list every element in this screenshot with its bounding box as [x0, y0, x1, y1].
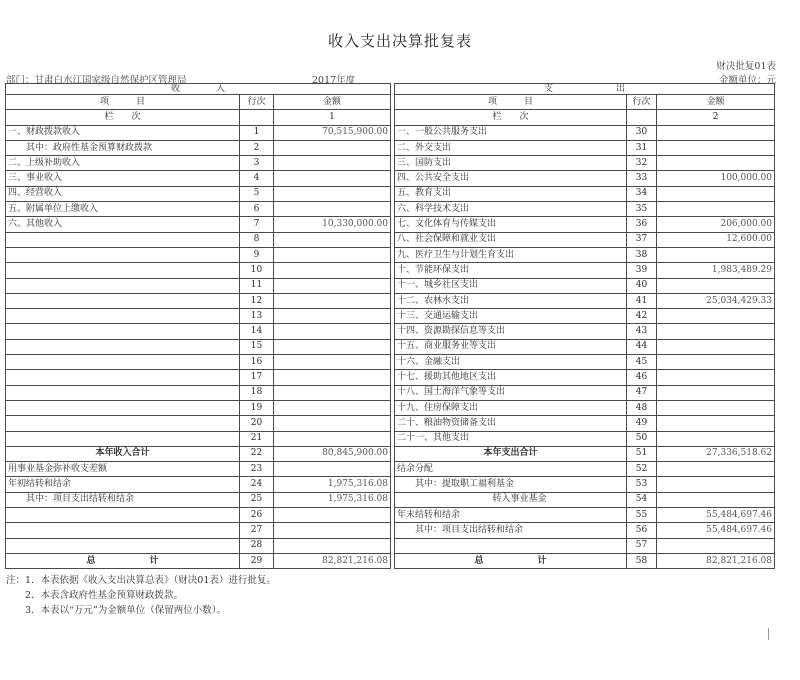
income-row-number: 28: [240, 538, 274, 553]
expense-row-number: 48: [627, 400, 657, 415]
income-column-number: 1: [274, 110, 391, 125]
table-row: [6, 431, 775, 446]
table-row: [6, 355, 775, 370]
income-item: 二、上级补助收入: [6, 156, 240, 171]
income-amount: [274, 400, 391, 415]
table-row: [6, 293, 775, 308]
expense-item: 八、社会保障和就业支出: [395, 232, 627, 247]
table-row: [6, 186, 775, 201]
income-amount: [274, 431, 391, 446]
income-row-number: 6: [240, 202, 274, 217]
income-row-number: 16: [240, 355, 274, 370]
expense-amount: [657, 385, 775, 400]
income-item: [6, 355, 240, 370]
income-amount: 82,821,216.08: [274, 553, 391, 568]
income-item: 其中：政府性基金预算财政拨款: [6, 140, 240, 155]
income-item: [6, 416, 240, 431]
table-row: [6, 263, 775, 278]
income-amount: [274, 523, 391, 538]
expense-row-number: 43: [627, 324, 657, 339]
expense-row-number: 30: [627, 125, 657, 140]
expense-row-number: 38: [627, 247, 657, 262]
table-row: [6, 217, 775, 232]
expense-amount: [657, 416, 775, 431]
income-row-number: 2: [240, 140, 274, 155]
income-row-number: 18: [240, 385, 274, 400]
income-rowno-header: 行次: [240, 95, 274, 110]
table-row: [6, 232, 775, 247]
income-row-number: 11: [240, 278, 274, 293]
income-row-number: 24: [240, 477, 274, 492]
column-index-row: [6, 110, 775, 125]
income-row-number: 22: [240, 446, 274, 461]
expense-row-number: 56: [627, 523, 657, 538]
income-item: [6, 339, 240, 354]
expense-amount: [657, 477, 775, 492]
unit-label: 金额单位：元: [718, 75, 776, 86]
income-section-header: 收 入: [6, 84, 391, 95]
income-row-number: 5: [240, 186, 274, 201]
table-row: [6, 309, 775, 324]
expense-item: 结余分配: [395, 462, 627, 477]
expense-amount: 1,983,489.29: [657, 263, 775, 278]
income-amount: [274, 278, 391, 293]
expense-amount: [657, 431, 775, 446]
footnote-1: 注：1．本表依据《收入支出决算总表》（财决01表）进行批复。: [6, 575, 276, 586]
expense-item: 十一、城乡社区支出: [395, 278, 627, 293]
section-header-row: [6, 84, 775, 95]
expense-amount: [657, 324, 775, 339]
expense-amount: 12,600.00: [657, 232, 775, 247]
expense-item: 其中：提取职工福利基金: [395, 477, 627, 492]
budget-table: [5, 83, 775, 569]
income-row-number: 25: [240, 492, 274, 507]
expense-amount: [657, 538, 775, 553]
income-item: [6, 538, 240, 553]
expense-lanci-blank: [627, 110, 657, 125]
income-amount: [274, 370, 391, 385]
expense-row-number: 33: [627, 171, 657, 186]
expense-item: 十九、住房保障支出: [395, 400, 627, 415]
income-row-number: 20: [240, 416, 274, 431]
footnote-2: 2．本表含政府性基金预算财政拨款。: [25, 590, 184, 601]
income-item: 六、其他收入: [6, 217, 240, 232]
expense-amount: 55,484,697.46: [657, 523, 775, 538]
expense-row-number: 41: [627, 293, 657, 308]
expense-item-header: 项 目: [395, 95, 627, 110]
income-amount: [274, 508, 391, 523]
income-amount: [274, 309, 391, 324]
income-item-header: 项 目: [6, 95, 240, 110]
income-item: [6, 293, 240, 308]
footnote-3: 3．本表以“万元”为金额单位（保留两位小数）。: [25, 605, 227, 616]
income-row-number: 17: [240, 370, 274, 385]
expense-row-number: 39: [627, 263, 657, 278]
income-item: [6, 400, 240, 415]
income-row-number: 27: [240, 523, 274, 538]
expense-amount: [657, 370, 775, 385]
expense-item: 九、医疗卫生与计划生育支出: [395, 247, 627, 262]
expense-row-number: 57: [627, 538, 657, 553]
expense-row-number: 42: [627, 309, 657, 324]
expense-amount: [657, 309, 775, 324]
expense-item: 本年支出合计: [395, 446, 627, 461]
income-item: 年初结转和结余: [6, 477, 240, 492]
table-row: [6, 508, 775, 523]
expense-amount: [657, 339, 775, 354]
expense-item: 二、外交支出: [395, 140, 627, 155]
income-amount: [274, 355, 391, 370]
table-row: [6, 140, 775, 155]
income-amount: [274, 339, 391, 354]
expense-row-number: 46: [627, 370, 657, 385]
expense-lanci-label: 栏 次: [395, 110, 627, 125]
income-amount: [274, 202, 391, 217]
expense-item: 四、公共安全支出: [395, 171, 627, 186]
expense-amount-header: 金额: [657, 95, 775, 110]
income-row-number: 14: [240, 324, 274, 339]
expense-item: 十六、金融支出: [395, 355, 627, 370]
expense-row-number: 55: [627, 508, 657, 523]
expense-row-number: 49: [627, 416, 657, 431]
expense-row-number: 52: [627, 462, 657, 477]
income-amount: [274, 186, 391, 201]
expense-row-number: 40: [627, 278, 657, 293]
income-amount: [274, 263, 391, 278]
expense-row-number: 50: [627, 431, 657, 446]
expense-row-number: 45: [627, 355, 657, 370]
expense-item: 六、科学技术支出: [395, 202, 627, 217]
expense-amount: 206,000.00: [657, 217, 775, 232]
income-item: [6, 523, 240, 538]
expense-amount: [657, 492, 775, 507]
income-row-number: 1: [240, 125, 274, 140]
income-row-number: 9: [240, 247, 274, 262]
income-amount: [274, 171, 391, 186]
expense-item: [395, 538, 627, 553]
expense-amount: [657, 355, 775, 370]
expense-item: 其中：项目支出结转和结余: [395, 523, 627, 538]
income-item: 五、附属单位上缴收入: [6, 202, 240, 217]
expense-item: 转入事业基金: [395, 492, 627, 507]
expense-row-number: 34: [627, 186, 657, 201]
expense-row-number: 51: [627, 446, 657, 461]
expense-item: 十五、商业服务业等支出: [395, 339, 627, 354]
expense-amount: [657, 125, 775, 140]
income-item: 三、事业收入: [6, 171, 240, 186]
income-amount: [274, 156, 391, 171]
income-item: 其中：项目支出结转和结余: [6, 492, 240, 507]
expense-amount: 55,484,697.46: [657, 508, 775, 523]
table-row: [6, 125, 775, 140]
expense-amount: [657, 140, 775, 155]
income-row-number: 12: [240, 293, 274, 308]
expense-row-number: 53: [627, 477, 657, 492]
income-item: 总 计: [6, 553, 240, 568]
income-amount: [274, 293, 391, 308]
expense-row-number: 58: [627, 553, 657, 568]
income-row-number: 4: [240, 171, 274, 186]
expense-row-number: 47: [627, 385, 657, 400]
expense-rowno-header: 行次: [627, 95, 657, 110]
table-row: [6, 446, 775, 461]
income-amount: [274, 385, 391, 400]
column-header-row: [6, 95, 775, 110]
income-row-number: 3: [240, 156, 274, 171]
table-row: [6, 385, 775, 400]
income-item: [6, 385, 240, 400]
table-row: [6, 523, 775, 538]
income-amount: [274, 324, 391, 339]
income-amount: [274, 462, 391, 477]
expense-item: 一、一般公共服务支出: [395, 125, 627, 140]
table-row: [6, 477, 775, 492]
page-title: 收入支出决算批复表: [327, 32, 472, 50]
expense-item: 七、文化体育与传媒支出: [395, 217, 627, 232]
income-item: 一、财政拨款收入: [6, 125, 240, 140]
income-row-number: 15: [240, 339, 274, 354]
income-item: [6, 309, 240, 324]
expense-amount: [657, 156, 775, 171]
table-row: [6, 171, 775, 186]
expense-amount: [657, 462, 775, 477]
expense-row-number: 37: [627, 232, 657, 247]
scan-mark: [768, 628, 769, 640]
table-row: [6, 553, 775, 568]
table-row: [6, 278, 775, 293]
income-item: 本年收入合计: [6, 446, 240, 461]
income-lanci-label: 栏 次: [6, 110, 240, 125]
expense-item: 年末结转和结余: [395, 508, 627, 523]
expense-amount: [657, 278, 775, 293]
income-item: [6, 232, 240, 247]
income-row-number: 23: [240, 462, 274, 477]
expense-item: 总 计: [395, 553, 627, 568]
table-row: [6, 492, 775, 507]
table-row: [6, 156, 775, 171]
table-row: [6, 538, 775, 553]
table-row: [6, 202, 775, 217]
income-item: [6, 370, 240, 385]
expense-amount: [657, 202, 775, 217]
income-row-number: 10: [240, 263, 274, 278]
income-item: [6, 431, 240, 446]
expense-amount: 100,000.00: [657, 171, 775, 186]
table-row: [6, 324, 775, 339]
income-item: [6, 247, 240, 262]
income-amount: 1,975,316.08: [274, 492, 391, 507]
income-amount: [274, 416, 391, 431]
table-row: [6, 339, 775, 354]
form-code: 财决批复01表: [716, 61, 776, 72]
expense-row-number: 35: [627, 202, 657, 217]
income-row-number: 13: [240, 309, 274, 324]
expense-amount: 27,336,518.62: [657, 446, 775, 461]
income-row-number: 7: [240, 217, 274, 232]
expense-amount: [657, 247, 775, 262]
income-amount: [274, 538, 391, 553]
department-label: 部门：甘肃白水江国家级自然保护区管理局: [6, 75, 187, 86]
income-item: [6, 278, 240, 293]
expense-row-number: 32: [627, 156, 657, 171]
expense-row-number: 36: [627, 217, 657, 232]
footnotes: [6, 573, 706, 618]
income-row-number: 26: [240, 508, 274, 523]
income-amount: [274, 247, 391, 262]
expense-amount: [657, 400, 775, 415]
expense-row-number: 31: [627, 140, 657, 155]
expense-item: 十三、交通运输支出: [395, 309, 627, 324]
income-item: [6, 263, 240, 278]
income-row-number: 8: [240, 232, 274, 247]
income-amount: 80,845,900.00: [274, 446, 391, 461]
expense-item: 五、教育支出: [395, 186, 627, 201]
table-row: [6, 370, 775, 385]
expense-item: 十二、农林水支出: [395, 293, 627, 308]
table-row: [6, 247, 775, 262]
expense-item: 十七、援助其他地区支出: [395, 370, 627, 385]
expense-item: 三、国防支出: [395, 156, 627, 171]
income-amount: [274, 140, 391, 155]
expense-amount: 82,821,216.08: [657, 553, 775, 568]
income-item: 用事业基金弥补收支差额: [6, 462, 240, 477]
income-row-number: 21: [240, 431, 274, 446]
table-row: [6, 462, 775, 477]
expense-amount: [657, 186, 775, 201]
income-amount: 70,515,900.00: [274, 125, 391, 140]
income-item: [6, 324, 240, 339]
income-lanci-blank: [240, 110, 274, 125]
income-item: [6, 508, 240, 523]
expense-row-number: 44: [627, 339, 657, 354]
expense-item: 二十、粮油物资储备支出: [395, 416, 627, 431]
expense-row-number: 54: [627, 492, 657, 507]
expense-item: 二十一、其他支出: [395, 431, 627, 446]
income-row-number: 19: [240, 400, 274, 415]
table-row: [6, 416, 775, 431]
income-amount: [274, 232, 391, 247]
expense-item: 十八、国土海洋气象等支出: [395, 385, 627, 400]
expense-item: 十四、资源勘探信息等支出: [395, 324, 627, 339]
income-amount: 10,330,000.00: [274, 217, 391, 232]
income-amount-header: 金额: [274, 95, 391, 110]
expense-item: 十、节能环保支出: [395, 263, 627, 278]
expense-section-header: 支 出: [395, 84, 775, 95]
expense-amount: 25,034,429.33: [657, 293, 775, 308]
year-label: 2017年度: [312, 75, 356, 86]
table-row: [6, 400, 775, 415]
income-row-number: 29: [240, 553, 274, 568]
income-amount: 1,975,316.08: [274, 477, 391, 492]
expense-column-number: 2: [657, 110, 775, 125]
income-item: 四、经营收入: [6, 186, 240, 201]
